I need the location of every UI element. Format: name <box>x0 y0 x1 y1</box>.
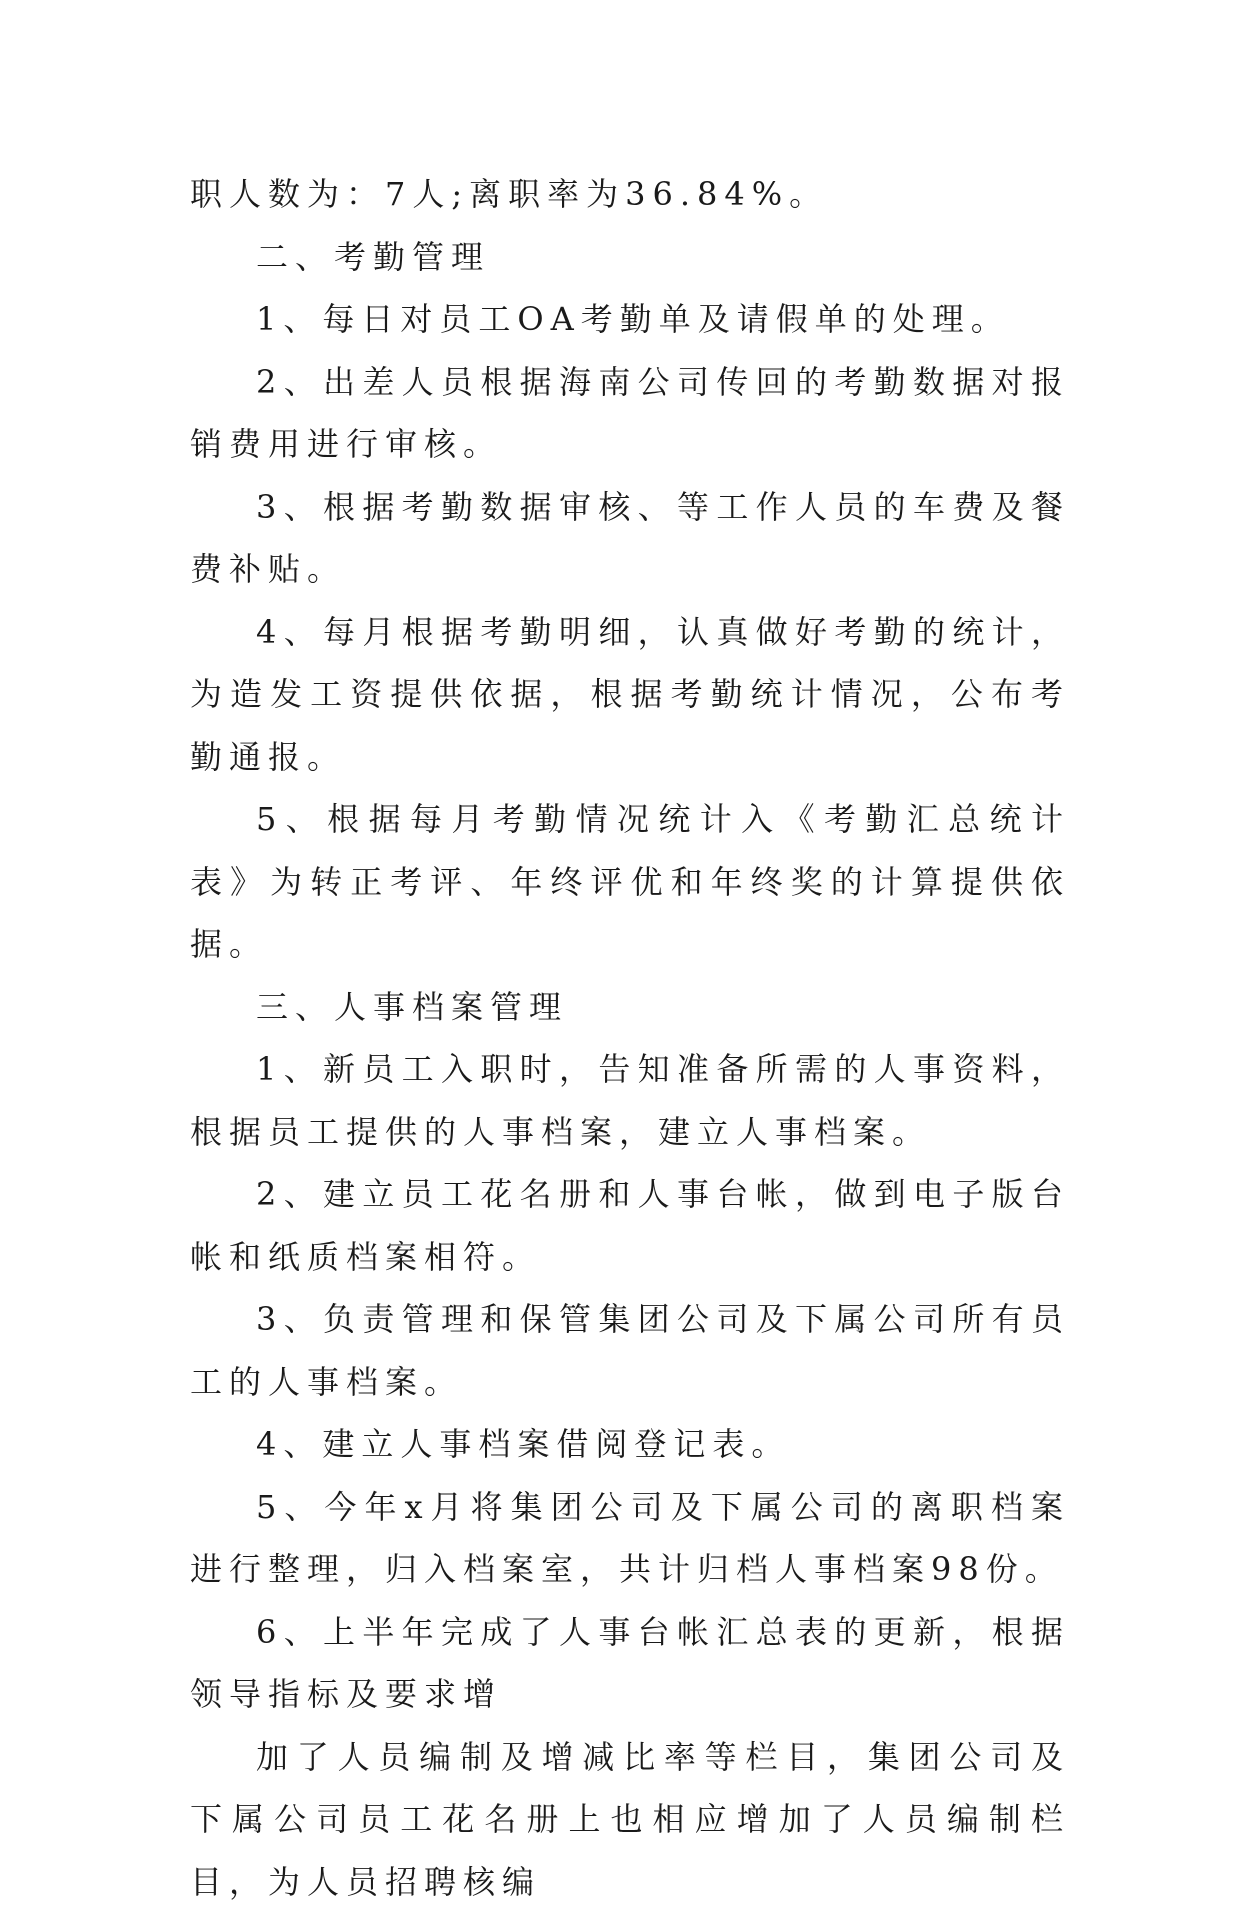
paragraph-archives-4: 4、建立人事档案借阅登记表。 <box>190 1413 1070 1476</box>
paragraph-archives-3: 3、负责管理和保管集团公司及下属公司所有员工的人事档案。 <box>190 1288 1070 1413</box>
paragraph-archives-1: 1、新员工入职时，告知准备所需的人事资料，根据员工提供的人事档案，建立人事档案。 <box>190 1038 1070 1163</box>
paragraph-archives-6: 6、上半年完成了人事台帐汇总表的更新，根据领导指标及要求增 <box>190 1601 1070 1726</box>
paragraph-turnover-rate: 职人数为：7人;离职率为36.84%。 <box>190 163 1070 226</box>
heading-personnel-archives: 三、人事档案管理 <box>190 976 1070 1039</box>
paragraph-archives-6-continued: 加了人员编制及增减比率等栏目，集团公司及下属公司员工花名册上也相应增加了人员编制栏目，为人员招聘核编 <box>190 1726 1070 1913</box>
paragraph-archives-2: 2、建立员工花名册和人事台帐，做到电子版台帐和纸质档案相符。 <box>190 1163 1070 1288</box>
document-body <box>190 163 1070 1913</box>
paragraph-attendance-2: 2、出差人员根据海南公司传回的考勤数据对报销费用进行审核。 <box>190 351 1070 476</box>
paragraph-attendance-4: 4、每月根据考勤明细，认真做好考勤的统计，为造发工资提供依据，根据考勤统计情况，公布考勤通报。 <box>190 601 1070 789</box>
paragraph-attendance-5: 5、根据每月考勤情况统计入《考勤汇总统计表》为转正考评、年终评优和年终奖的计算提供依据。 <box>190 788 1070 976</box>
paragraph-archives-5: 5、今年x月将集团公司及下属公司的离职档案进行整理，归入档案室，共计归档人事档案98份。 <box>190 1476 1070 1601</box>
paragraph-attendance-3: 3、根据考勤数据审核、等工作人员的车费及餐费补贴。 <box>190 476 1070 601</box>
paragraph-attendance-1: 1、每日对员工OA考勤单及请假单的处理。 <box>190 288 1070 351</box>
heading-attendance-management: 二、考勤管理 <box>190 226 1070 289</box>
